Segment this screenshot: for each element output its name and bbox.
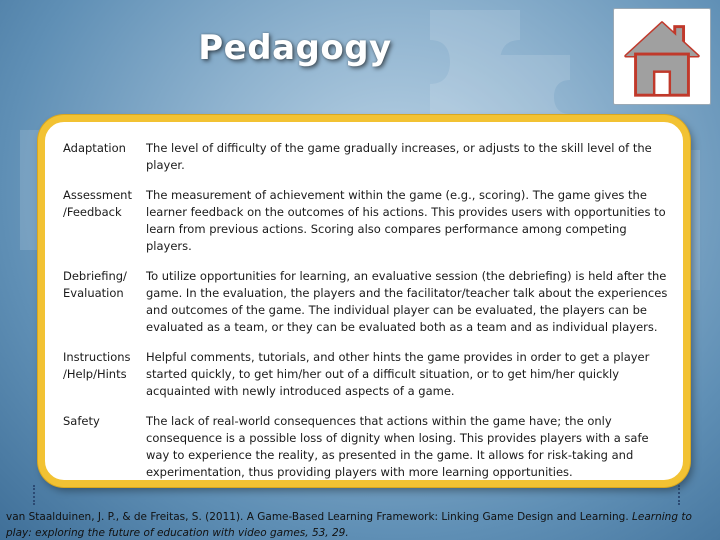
table-row: [63, 187, 673, 268]
dotted-connector-right: [678, 485, 680, 505]
table-row: [63, 349, 673, 413]
term-safety: Safety: [63, 414, 100, 428]
content-panel: [38, 115, 690, 487]
slide-title: Pedagogy: [198, 28, 392, 68]
home-icon: [614, 9, 710, 104]
citation-source: Learning to play: exploring the future of education with video games, 53,: [6, 511, 692, 539]
table-row: [63, 413, 673, 487]
dotted-connector-left: [33, 485, 35, 505]
citation-authors-title: van Staalduinen, J. P., & de Freitas, S. (2011). A Game-Based Learning Framework: Linking Game Design and Learning.: [6, 511, 629, 523]
definition-instructions-help-hints: Helpful comments, tutorials, and other hints the game provides in order to get a player started quickly, to get him/her out of a difficult situation, or to get him/her quickly acquainted with newly introduced aspects of a game.: [146, 350, 650, 398]
table-row: [63, 140, 673, 187]
definition-debriefing-evaluation: To utilize opportunities for learning, an evaluative session (the debriefing) is held after the game. In the evaluation, the players and the facilitator/teacher talk about the experiences and outcomes of the game. The individual player can be evaluated, the players can be evaluated as a team, or they can be evaluated both as a team and as individual players.: [146, 269, 668, 334]
definition-assessment-feedback: The measurement of achievement within the game (e.g., scoring). The game gives the learner feedback on the outcomes of his actions. This provides users with opportunities to learn from previous actions. Scoring also compares performance among competing players.: [146, 188, 666, 253]
table-row: [63, 268, 673, 349]
term-assessment-feedback: Assessment /Feedback: [63, 188, 132, 219]
definition-adaptation: The level of difficulty of the game gradually increases, or adjusts to the skill level of the player.: [146, 141, 652, 172]
term-debriefing-evaluation: Debriefing/ Evaluation: [63, 269, 127, 300]
term-instructions-help-hints: Instructions /Help/Hints: [63, 350, 131, 381]
pedagogy-terms-table: [63, 140, 673, 487]
term-adaptation: Adaptation: [63, 141, 126, 155]
home-button[interactable]: [613, 8, 711, 105]
citation: [6, 509, 716, 540]
definition-safety: The lack of real-world consequences that actions within the game have; the only consequence is a possible loss of dignity when losing. This provides players with a safe way to experience the reality, as presented in the game. It allows for risk-taking and experimentation, thus providing players with more learning opportunities.: [146, 414, 649, 479]
citation-pages: 29.: [332, 527, 349, 539]
